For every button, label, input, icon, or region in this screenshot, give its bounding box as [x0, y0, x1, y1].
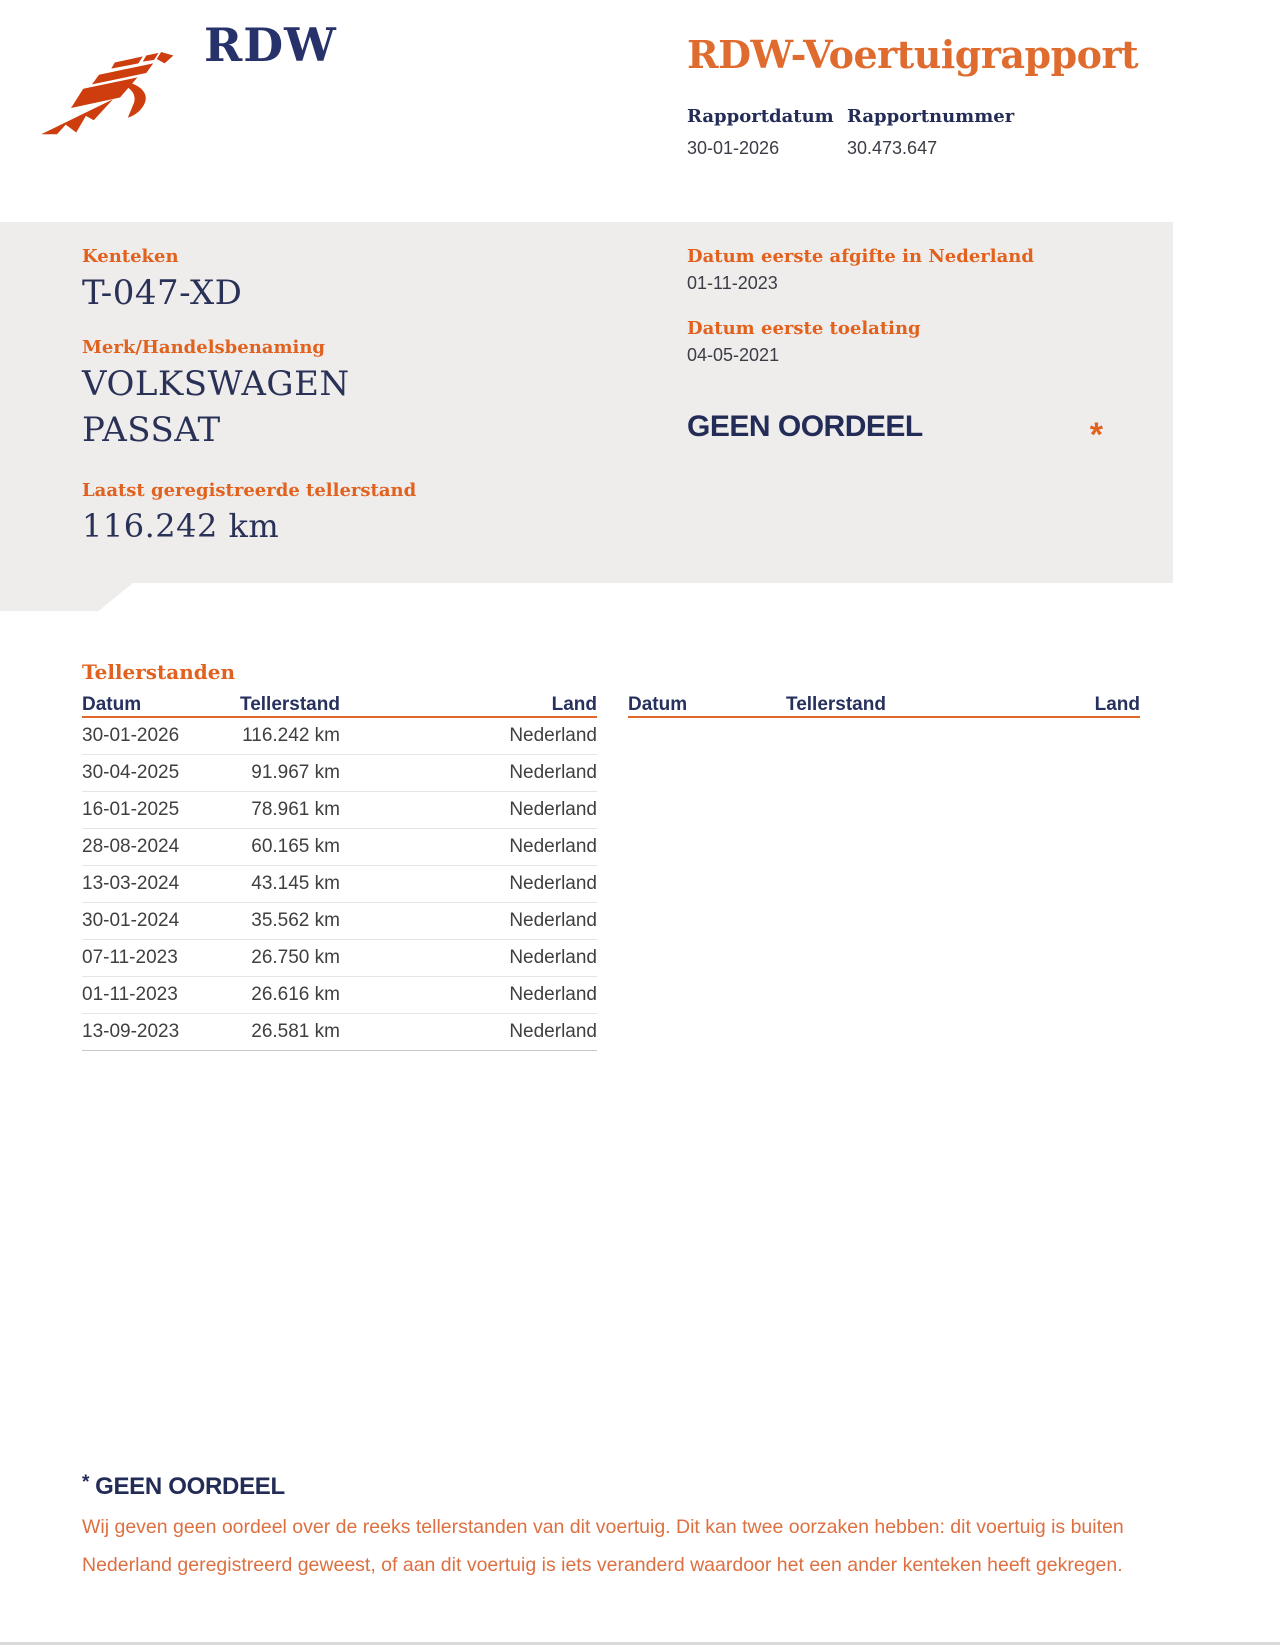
footnote-heading: [82, 1472, 285, 1501]
cell-tellerstand: 26.616 km: [251, 984, 340, 1005]
oordeel-asterisk-marker: *: [1089, 416, 1103, 454]
column-header-land: Land: [1094, 694, 1140, 715]
cell-land: Nederland: [509, 947, 597, 968]
tellerstanden-tables: [82, 690, 1140, 1051]
table-row: [82, 977, 597, 1014]
cell-tellerstand: 116.242 km: [242, 725, 340, 746]
report-number-label: Rapportnummer: [847, 106, 1015, 127]
cell-datum: 13-09-2023: [82, 1021, 180, 1042]
cell-datum: 30-01-2026: [82, 725, 180, 746]
table-row: [82, 866, 597, 903]
column-header-tellerstand: Tellerstand: [786, 694, 886, 715]
merk-value: VOLKSWAGEN: [82, 364, 350, 404]
report-number-value: 30.473.647: [847, 138, 938, 158]
footnote-title: GEEN OORDEEL: [95, 1473, 285, 1500]
cell-datum: 16-01-2025: [82, 799, 180, 820]
cell-land: Nederland: [509, 836, 597, 857]
report-date-label: Rapportdatum: [687, 106, 834, 127]
cell-land: Nederland: [509, 799, 597, 820]
cell-datum: 30-04-2025: [82, 762, 180, 783]
toelating-label: Datum eerste toelating: [687, 318, 921, 339]
report-date-value: 30-01-2026: [687, 138, 780, 158]
brand-name: RDW: [204, 18, 337, 72]
cell-land: Nederland: [509, 725, 597, 746]
table-header-row: [628, 690, 1140, 718]
cell-land: Nederland: [509, 984, 597, 1005]
cell-tellerstand: 91.967 km: [251, 762, 340, 783]
page-title: RDW-Voertuigrapport: [687, 32, 1139, 77]
column-header-datum: Datum: [628, 694, 688, 715]
footnote-asterisk-marker: *: [82, 1472, 90, 1493]
cell-tellerstand: 26.750 km: [251, 947, 340, 968]
footnote-text: Wij geven geen oordeel over de reeks tellerstanden van dit voertuig. Dit kan twee oorzaken hebben: dit voertuig is buiten Nederland geregistreerd geweest, of aan dit voertuig is iets veranderd waardoor het een ander kenteken heeft gekregen.: [82, 1516, 1124, 1576]
cell-datum: 13-03-2024: [82, 873, 180, 894]
cell-tellerstand: 43.145 km: [251, 873, 340, 894]
table-header-row: [82, 690, 597, 718]
cell-tellerstand: 78.961 km: [251, 799, 340, 820]
cell-tellerstand: 35.562 km: [251, 910, 340, 931]
panel-corner-tab: [0, 583, 133, 611]
vehicle-panel-right-column: [687, 246, 1034, 444]
vehicle-summary-panel: [0, 222, 1173, 583]
tellerstand-label: Laatst geregistreerde tellerstand: [82, 480, 417, 501]
column-header-datum: Datum: [82, 694, 142, 715]
table-row: [82, 1014, 597, 1051]
cell-datum: 01-11-2023: [82, 984, 178, 1005]
table-row: [82, 792, 597, 829]
toelating-value: 04-05-2021: [687, 345, 780, 365]
table-body: [82, 718, 597, 1051]
table-row: [82, 829, 597, 866]
vehicle-panel-left-column: [82, 246, 416, 545]
tellerstanden-table-right: [628, 690, 1140, 1051]
table-row: [82, 718, 597, 755]
cell-land: Nederland: [509, 873, 597, 894]
afgifte-label: Datum eerste afgifte in Nederland: [687, 246, 1034, 267]
cell-datum: 30-01-2024: [82, 910, 180, 931]
column-header-land: Land: [551, 694, 597, 715]
oordeel-verdict: GEEN OORDEEL: [687, 410, 923, 443]
tellerstand-value: 116.242 km: [82, 507, 280, 545]
table-row: [82, 940, 597, 977]
rdw-logo-icon: [36, 48, 176, 140]
tellerstanden-table-left: [82, 690, 597, 1051]
table-row: [82, 755, 597, 792]
kenteken-value: T-047-XD: [82, 273, 243, 313]
kenteken-label: Kenteken: [82, 246, 179, 267]
tellerstanden-section-heading: Tellerstanden: [82, 660, 236, 684]
merk-label: Merk/Handelsbenaming: [82, 337, 326, 358]
cell-tellerstand: 26.581 km: [251, 1021, 340, 1042]
afgifte-value: 01-11-2023: [687, 273, 778, 293]
cell-datum: 28-08-2024: [82, 836, 180, 857]
table-row: [82, 903, 597, 940]
cell-land: Nederland: [509, 910, 597, 931]
cell-land: Nederland: [509, 762, 597, 783]
model-value: PASSAT: [82, 410, 221, 450]
column-header-tellerstand: Tellerstand: [240, 694, 340, 715]
cell-tellerstand: 60.165 km: [251, 836, 340, 857]
cell-land: Nederland: [509, 1021, 597, 1042]
cell-datum: 07-11-2023: [82, 947, 178, 968]
